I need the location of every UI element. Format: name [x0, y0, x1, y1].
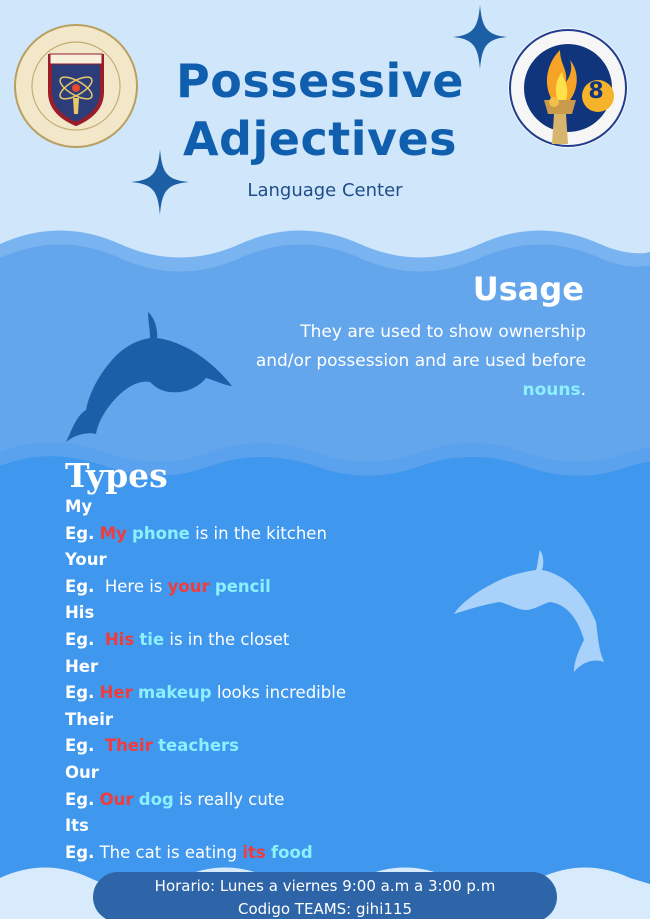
type-name: My — [65, 497, 93, 516]
example-label: Eg. — [65, 523, 95, 543]
example-text: looks incredible — [211, 683, 346, 703]
usage-description — [246, 318, 586, 405]
example-text — [94, 736, 105, 755]
university-seal-logo — [14, 24, 138, 148]
example-text: is really cute — [173, 789, 285, 809]
usage-text: They are used to show ownership and/or possession and are used before — [255, 322, 586, 371]
type-name: Its — [65, 816, 89, 836]
possessive-word: its — [242, 842, 266, 862]
type-name: His — [65, 603, 95, 623]
type-example — [65, 840, 545, 867]
type-example — [65, 574, 545, 601]
schedule-banner — [93, 872, 557, 919]
usage-heading: Usage — [472, 270, 584, 308]
possessive-word: His — [104, 629, 135, 649]
type-example — [65, 521, 545, 548]
preparatoria-8-logo — [502, 22, 634, 152]
noun-word: pencil — [214, 576, 271, 596]
example-text: is in the closet — [164, 629, 290, 649]
example-text — [94, 630, 105, 649]
example-text: is in the kitchen — [189, 523, 327, 543]
noun-word: tie — [139, 629, 165, 649]
title-line-2: Adjectives — [182, 112, 458, 166]
type-name: Your — [65, 550, 107, 570]
type-example — [65, 733, 545, 760]
possessive-word: Their — [104, 736, 153, 756]
teams-code: Codigo TEAMS: gihi115 — [238, 900, 412, 918]
types-list — [65, 494, 545, 866]
noun-word: teachers — [158, 736, 239, 756]
dolphin-dark-icon — [62, 308, 242, 450]
usage-highlight: nouns — [522, 380, 581, 400]
example-label: Eg. — [65, 576, 95, 596]
type-name: Our — [65, 762, 99, 782]
possessive-word: your — [167, 576, 210, 596]
noun-word: makeup — [138, 683, 212, 703]
types-heading: Types — [65, 456, 168, 495]
type-example — [65, 627, 545, 654]
noun-word: phone — [132, 523, 190, 543]
example-label: Eg. — [65, 683, 95, 703]
type-name: Her — [65, 656, 99, 676]
type-example — [65, 680, 545, 707]
noun-word: dog — [138, 789, 174, 809]
example-label: Eg. — [65, 736, 95, 756]
title-line-1: Possessive — [176, 54, 464, 108]
example-text: Here is — [94, 576, 168, 596]
prep-number: 8 — [588, 79, 604, 104]
possessive-word: Her — [99, 683, 133, 703]
page-title — [150, 52, 490, 168]
schedule-text: Horario: Lunes a viernes 9:00 a.m a 3:00 p.m — [154, 877, 496, 895]
type-name: Their — [65, 709, 113, 729]
noun-word: food — [270, 842, 313, 862]
page-subtitle: Language Center — [247, 180, 403, 201]
possessive-word: Our — [99, 789, 134, 809]
example-text: The cat is eating — [94, 842, 243, 862]
example-label: Eg. — [65, 789, 95, 809]
possessive-word: My — [99, 523, 127, 543]
example-label: Eg. — [65, 629, 95, 649]
usage-text-end: . — [580, 380, 586, 400]
type-example — [65, 787, 545, 814]
example-label: Eg. — [65, 842, 95, 862]
